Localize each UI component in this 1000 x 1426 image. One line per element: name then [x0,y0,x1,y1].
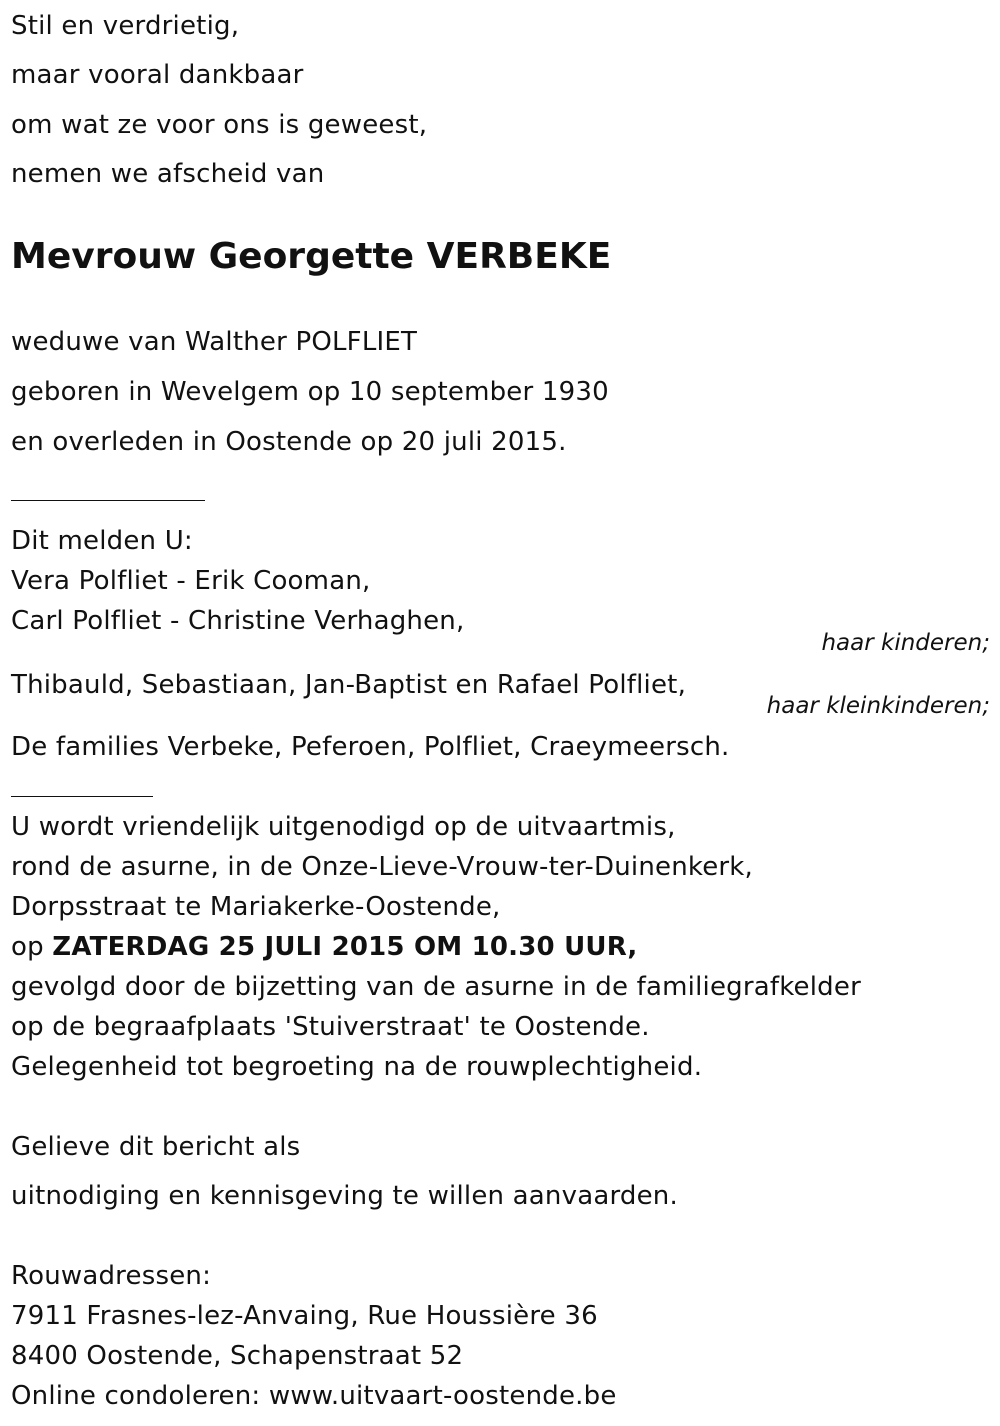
online-condolence: Online condoleren: www.uitvaart-oostende.be [11,1381,617,1411]
ceremony-line-5: gevolgd door de bijzetting van de asurne in de familiegrafkelder [11,972,861,1002]
ceremony-date-line [11,931,638,963]
address-2: 8400 Oostende, Schapenstraat 52 [11,1341,464,1371]
addresses-heading: Rouwadressen: [11,1261,212,1291]
ceremony-line-2: rond de asurne, in de Onze-Lieve-Vrouw-ter-Duinenkerk, [11,852,754,882]
intro-line-1: Stil en verdrietig, [11,11,240,41]
divider-1 [11,500,205,501]
child-1: Vera Polfliet - Erik Cooman, [11,566,371,596]
born-line: geboren in Wevelgem op 10 september 1930 [11,377,609,407]
announcers-heading: Dit melden U: [11,526,193,556]
widow-of-line: weduwe van Walther POLFLIET [11,327,418,357]
ceremony-date: ZATERDAG 25 JULI 2015 OM 10.30 UUR, [52,932,638,962]
intro-line-3: om wat ze voor ons is geweest, [11,110,428,140]
ceremony-date-prefix: op [11,932,53,962]
ceremony-line-1: U wordt vriendelijk uitgenodigd op de uitvaartmis, [11,812,676,842]
children-label: haar kinderen; [821,630,990,656]
families-line: De families Verbeke, Peferoen, Polfliet, Craeymeersch. [11,732,730,762]
ceremony-line-3: Dorpsstraat te Mariakerke-Oostende, [11,892,501,922]
intro-line-4: nemen we afscheid van [11,159,325,189]
grandchildren-label: haar kleinkinderen; [766,693,990,719]
ceremony-line-6: op de begraafplaats 'Stuiverstraat' te Oostende. [11,1012,650,1042]
intro-line-2: maar vooral dankbaar [11,60,304,90]
request-line-2: uitnodiging en kennisgeving te willen aanvaarden. [11,1181,678,1211]
address-1: 7911 Frasnes-lez-Anvaing, Rue Houssière 36 [11,1301,598,1331]
deceased-name: Mevrouw Georgette VERBEKE [11,236,612,277]
died-line: en overleden in Oostende op 20 juli 2015. [11,427,567,457]
request-line-1: Gelieve dit bericht als [11,1132,301,1162]
child-2: Carl Polfliet - Christine Verhaghen, [11,606,465,636]
divider-2 [11,796,153,797]
grandchildren-line: Thibauld, Sebastiaan, Jan-Baptist en Rafael Polfliet, [11,670,687,700]
ceremony-line-7: Gelegenheid tot begroeting na de rouwplechtigheid. [11,1052,703,1082]
